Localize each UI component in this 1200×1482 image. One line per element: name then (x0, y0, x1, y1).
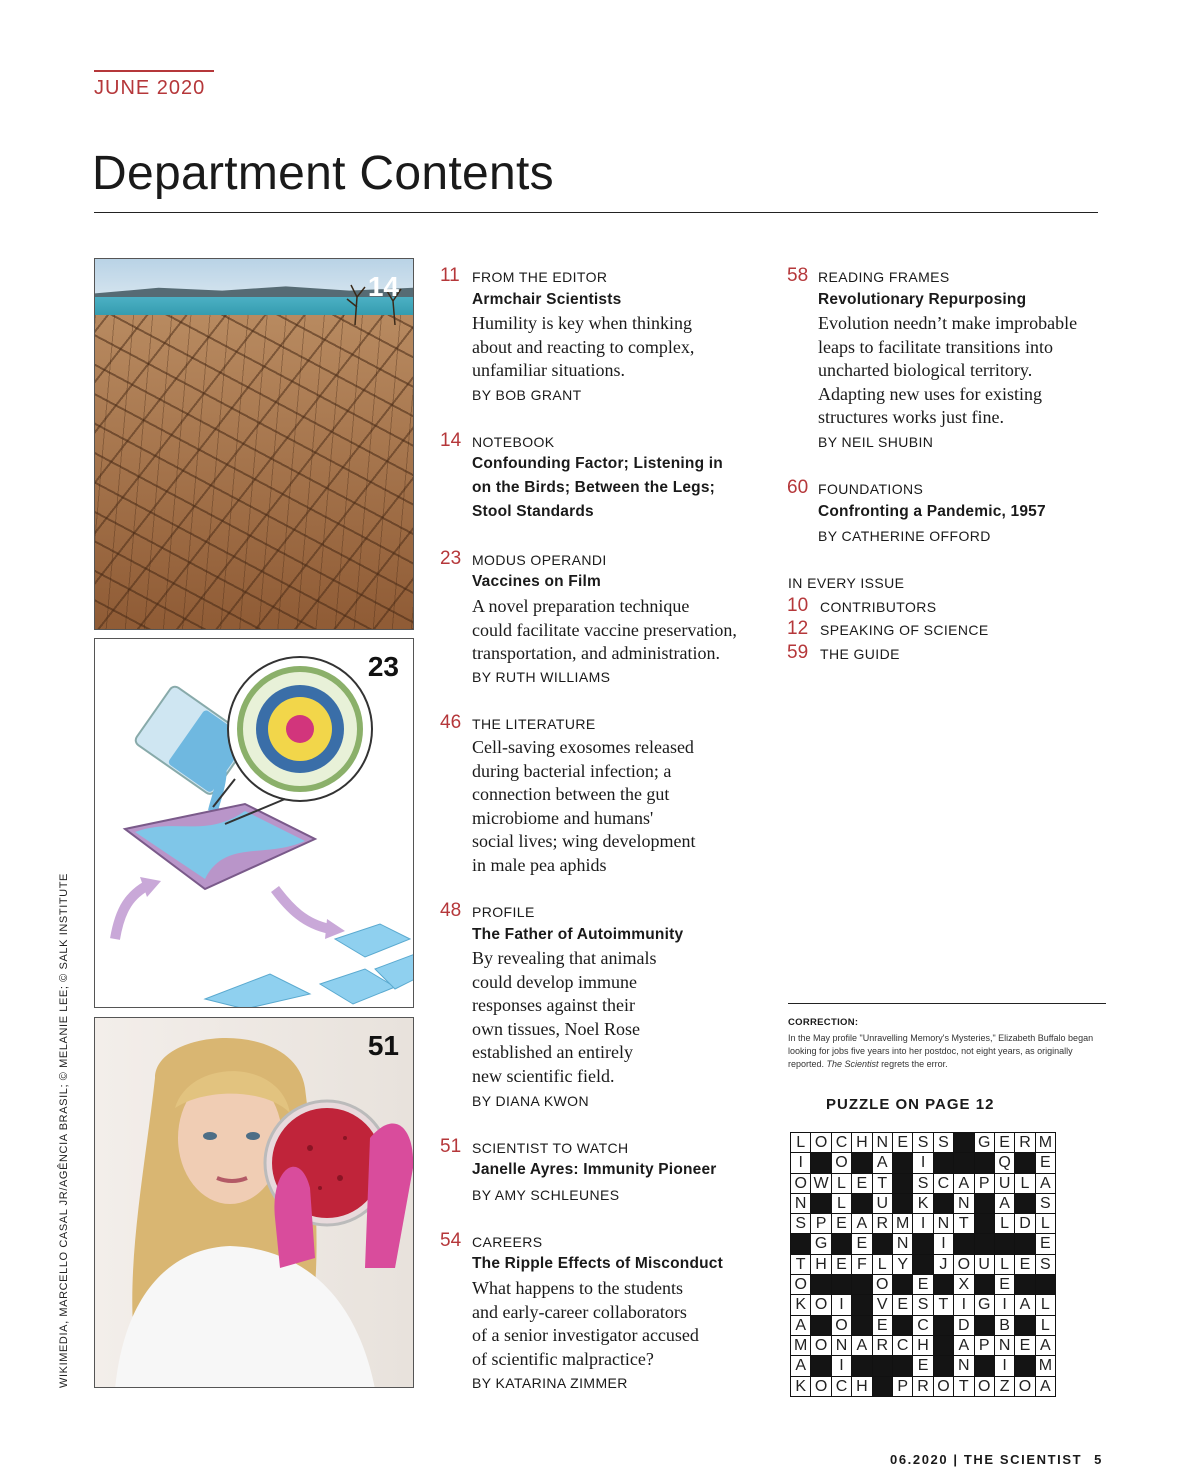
department-label: MODUS OPERANDI (472, 552, 607, 568)
article-headline[interactable]: Janelle Ayres: Immunity Pioneer (472, 1161, 717, 1178)
issue-date: JUNE 2020 (94, 77, 206, 99)
headline-line: on the Birds; Between the Legs; (472, 479, 716, 496)
article-headline[interactable]: The Ripple Effects of Misconduct (472, 1255, 723, 1272)
crossword-cell: O (811, 1377, 830, 1396)
crossword-cell: I (934, 1234, 953, 1253)
headline-line: Stool Standards (472, 503, 594, 520)
crossword-black-cell (1036, 1275, 1055, 1294)
crossword-cell: I (913, 1214, 932, 1233)
article-byline: BY DIANA KWON (472, 1093, 589, 1109)
crossword-black-cell (852, 1316, 871, 1335)
photo-page-number: 23 (367, 651, 399, 682)
article-byline: BY BOB GRANT (472, 387, 582, 403)
crossword-cell: E (1036, 1153, 1055, 1172)
crossword-cell: M (1036, 1133, 1055, 1152)
crossword-cell: E (852, 1234, 871, 1253)
crossword-black-cell (852, 1194, 871, 1213)
crossword-black-cell (975, 1234, 994, 1253)
correction-text-part: regrets the error. (878, 1059, 948, 1069)
page-footer (890, 1452, 1103, 1467)
crossword-cell: Q (995, 1153, 1014, 1172)
crossword-black-cell (811, 1275, 830, 1294)
department-label: THE LITERATURE (472, 716, 596, 732)
crossword-cell: T (954, 1377, 973, 1396)
crossword-cell: S (913, 1133, 932, 1152)
crossword-cell: V (873, 1295, 892, 1314)
page-number: 51 (440, 1136, 462, 1157)
correction-text (788, 1032, 1098, 1071)
crossword-cell: I (913, 1153, 932, 1172)
crossword-cell: R (873, 1336, 892, 1355)
crossword-black-cell (893, 1174, 912, 1193)
crossword-cell: N (954, 1356, 973, 1375)
crossword-cell: A (791, 1316, 810, 1335)
crossword-cell: G (975, 1133, 994, 1152)
correction-text-part: In the May profile "Unravelling Memory's Mysteries," Elizabeth Buffalo began looking for jobs five years into her postdoc, not eight years, as originally reported. (788, 1033, 1094, 1069)
article-byline: BY CATHERINE OFFORD (818, 528, 991, 544)
title-rule (94, 212, 1098, 213)
crossword-cell: N (954, 1194, 973, 1213)
scientist-portrait (95, 1018, 414, 1388)
article-deck (472, 947, 762, 1088)
cracked-mud (95, 315, 413, 630)
crossword-cell: X (954, 1275, 973, 1294)
crossword-black-cell (954, 1234, 973, 1253)
crossword-cell: N (934, 1214, 953, 1233)
crossword-cell: O (811, 1133, 830, 1152)
crossword-cell: S (934, 1133, 953, 1152)
crossword-cell: C (934, 1174, 953, 1193)
crossword-cell: R (913, 1377, 932, 1396)
page-number: 10 (787, 595, 809, 616)
deck-line: connection between the gut (472, 784, 670, 804)
deck-line: could facilitate vaccine preservation, (472, 619, 737, 640)
photo-page-number: 51 (367, 1030, 399, 1061)
crossword-cell: O (1015, 1377, 1034, 1396)
deck-line: in male pea aphids (472, 854, 607, 875)
crossword-cell: K (791, 1295, 810, 1314)
crossword-black-cell (852, 1275, 871, 1294)
crossword-cell: M (1036, 1356, 1055, 1375)
page-number: 48 (440, 900, 462, 921)
article-deck (472, 1277, 762, 1371)
page-number: 46 (440, 712, 462, 733)
deck-line: new scientific field. (472, 1065, 615, 1086)
crossword-cell: R (1015, 1133, 1034, 1152)
crossword-black-cell (852, 1356, 871, 1375)
deck-line: social lives; wing development (472, 831, 696, 851)
crossword-cell: S (1036, 1255, 1055, 1274)
crossword-black-cell (934, 1153, 953, 1172)
article-headline[interactable]: Confronting a Pandemic, 1957 (818, 503, 1046, 520)
page-number: 54 (440, 1230, 462, 1251)
crossword-cell: S (1036, 1194, 1055, 1213)
crossword-grid (790, 1132, 1056, 1397)
photo-page-number: 14 (367, 271, 399, 302)
crossword-black-cell (975, 1153, 994, 1172)
crossword-cell: O (975, 1377, 994, 1396)
crossword-black-cell (995, 1234, 1014, 1253)
crossword-black-cell (852, 1295, 871, 1314)
crossword-cell: A (873, 1153, 892, 1172)
department-label: READING FRAMES (818, 269, 950, 285)
crossword-black-cell (1015, 1316, 1034, 1335)
every-issue-item[interactable]: SPEAKING OF SCIENCE (820, 622, 989, 638)
crossword-cell: S (913, 1174, 932, 1193)
crossword-cell: A (1036, 1377, 1055, 1396)
crossword-cell: O (811, 1336, 830, 1355)
crossword-cell: G (811, 1234, 830, 1253)
crossword-cell: H (913, 1336, 932, 1355)
crossword-cell: R (873, 1214, 892, 1233)
crossword-cell: P (893, 1377, 912, 1396)
article-deck (472, 312, 762, 383)
article-headline[interactable]: The Father of Autoimmunity (472, 926, 684, 943)
crossword-cell: Y (893, 1255, 912, 1274)
crossword-cell: K (791, 1377, 810, 1396)
department-label: SCIENTIST TO WATCH (472, 1140, 629, 1156)
crossword-cell: O (954, 1255, 973, 1274)
crossword-black-cell (893, 1275, 912, 1294)
crossword-cell: I (954, 1295, 973, 1314)
crossword-cell: E (995, 1133, 1014, 1152)
crossword-black-cell (791, 1234, 810, 1253)
crossword-cell: E (852, 1174, 871, 1193)
crossword-cell: U (975, 1255, 994, 1274)
crossword-black-cell (873, 1377, 892, 1396)
crossword-black-cell (811, 1194, 830, 1213)
deck-line: A novel preparation technique (472, 596, 690, 616)
crossword-cell: I (791, 1153, 810, 1172)
crossword-black-cell (832, 1275, 851, 1294)
crossword-cell: E (1015, 1255, 1034, 1274)
deck-line: Cell-saving exosomes released (472, 737, 694, 757)
article-byline: BY NEIL SHUBIN (818, 434, 934, 450)
deck-line: uncharted biological territory. (818, 360, 1033, 380)
crossword-cell: L (791, 1133, 810, 1152)
crossword-cell: A (852, 1214, 871, 1233)
deck-line: Evolution needn’t make improbable (818, 313, 1078, 333)
crossword-cell: S (791, 1214, 810, 1233)
crossword-cell: L (1036, 1214, 1055, 1233)
crossword-cell: E (1036, 1234, 1055, 1253)
deck-line: Adapting new uses for existing (818, 383, 1042, 404)
crossword-cell: E (832, 1214, 851, 1233)
every-issue-label: IN EVERY ISSUE (788, 575, 905, 591)
scientist-photo (94, 1017, 414, 1388)
crossword-cell: A (954, 1336, 973, 1355)
page-number: 12 (787, 618, 809, 639)
article-headline[interactable]: Revolutionary Repurposing (818, 291, 1027, 308)
crossword-cell: E (832, 1255, 851, 1274)
page-number: 60 (787, 477, 809, 498)
crossword-cell: A (1036, 1336, 1055, 1355)
deck-line: established an entirely (472, 1042, 633, 1062)
crossword-cell: P (975, 1336, 994, 1355)
crossword-black-cell (934, 1356, 953, 1375)
crossword-cell: D (954, 1316, 973, 1335)
crossword-black-cell (832, 1234, 851, 1253)
article-deck[interactable] (472, 736, 762, 877)
crossword-black-cell (1015, 1194, 1034, 1213)
crossword-cell: O (832, 1316, 851, 1335)
crossword-black-cell (873, 1234, 892, 1253)
deck-line: responses against their (472, 995, 635, 1015)
deck-line: unfamiliar situations. (472, 360, 625, 380)
crossword-cell: H (852, 1133, 871, 1152)
crossword-cell: M (893, 1214, 912, 1233)
crossword-cell: F (852, 1255, 871, 1274)
crossword-black-cell (954, 1133, 973, 1152)
correction-title: CORRECTION: (788, 1017, 859, 1028)
crossword-cell: L (873, 1255, 892, 1274)
drought-photo (94, 258, 414, 630)
article-byline: BY KATARINA ZIMMER (472, 1375, 628, 1391)
crossword-black-cell (934, 1336, 953, 1355)
crossword-cell: U (995, 1174, 1014, 1193)
crossword-cell: U (873, 1194, 892, 1213)
article-headline[interactable] (472, 452, 723, 524)
crossword-black-cell (975, 1194, 994, 1213)
department-label: NOTEBOOK (472, 434, 555, 450)
crossword-cell: O (791, 1275, 810, 1294)
crossword-cell: C (913, 1316, 932, 1335)
crossword-cell: N (791, 1194, 810, 1213)
crossword-black-cell (893, 1194, 912, 1213)
every-issue-item[interactable]: THE GUIDE (820, 646, 900, 662)
crossword-cell: L (832, 1194, 851, 1213)
crossword-cell: A (1015, 1295, 1034, 1314)
crossword-black-cell (893, 1316, 912, 1335)
crossword-cell: I (995, 1356, 1014, 1375)
crossword-cell: T (791, 1255, 810, 1274)
crossword-cell: L (832, 1174, 851, 1193)
crossword-cell: A (852, 1336, 871, 1355)
crossword-cell: P (811, 1214, 830, 1233)
crossword-cell: A (791, 1356, 810, 1375)
page-number: 23 (440, 548, 462, 569)
crossword-black-cell (1015, 1275, 1034, 1294)
crossword-black-cell (934, 1275, 953, 1294)
crossword-black-cell (811, 1153, 830, 1172)
crossword-cell: O (791, 1174, 810, 1193)
crossword-black-cell (954, 1153, 973, 1172)
crossword-cell: E (913, 1356, 932, 1375)
photo-credit: WIKIMEDIA, MARCELLO CASAL JR/AGÊNCIA BRASIL; © MELANIE LEE; © SALK INSTITUTE (58, 873, 70, 1388)
crossword-cell: E (893, 1133, 912, 1152)
page-title: Department Contents (92, 147, 554, 200)
crossword-cell: N (893, 1234, 912, 1253)
page-number: 58 (787, 265, 809, 286)
crossword-cell: C (832, 1133, 851, 1152)
crossword-cell: O (934, 1377, 953, 1396)
crossword-black-cell (975, 1316, 994, 1335)
article-deck (472, 595, 772, 666)
deck-line: What happens to the students (472, 1278, 683, 1298)
crossword-cell: C (893, 1336, 912, 1355)
crossword-black-cell (1015, 1234, 1034, 1253)
crossword-black-cell (975, 1356, 994, 1375)
crossword-cell: L (1015, 1174, 1034, 1193)
page-number: 59 (787, 642, 809, 663)
article-headline[interactable]: Vaccines on Film (472, 573, 601, 590)
crossword-black-cell (913, 1255, 932, 1274)
article-byline: BY RUTH WILLIAMS (472, 669, 611, 685)
crossword-cell: D (1015, 1214, 1034, 1233)
deck-line: during bacterial infection; a (472, 760, 672, 781)
publication-name: The Scientist (826, 1059, 879, 1069)
article-headline[interactable]: Armchair Scientists (472, 291, 622, 308)
crossword-cell: A (954, 1174, 973, 1193)
correction-rule (788, 1003, 1106, 1004)
crossword-black-cell (934, 1194, 953, 1213)
article-byline: BY AMY SCHLEUNES (472, 1187, 620, 1203)
crossword-cell: I (832, 1356, 851, 1375)
crossword-cell: B (995, 1316, 1014, 1335)
crossword-black-cell (975, 1214, 994, 1233)
deck-line: structures works just fine. (818, 407, 1004, 427)
crossword-black-cell (934, 1316, 953, 1335)
crossword-cell: E (1015, 1336, 1034, 1355)
crossword-cell: E (913, 1275, 932, 1294)
every-issue-item[interactable]: CONTRIBUTORS (820, 599, 937, 615)
deck-line: transportation, and administration. (472, 643, 720, 663)
crossword-cell: O (811, 1295, 830, 1314)
crossword-black-cell (811, 1356, 830, 1375)
crossword-black-cell (893, 1153, 912, 1172)
crossword-black-cell (1015, 1356, 1034, 1375)
footer-text: 06.2020 | THE SCIENTIST (890, 1452, 1083, 1467)
crossword-cell: H (852, 1377, 871, 1396)
deck-line: and early-career collaborators (472, 1301, 687, 1322)
crossword-cell: I (995, 1295, 1014, 1314)
crossword-black-cell (811, 1316, 830, 1335)
crossword-cell: O (873, 1275, 892, 1294)
puzzle-title: PUZZLE ON PAGE 12 (826, 1096, 995, 1113)
department-label: FROM THE EDITOR (472, 269, 608, 285)
department-label: PROFILE (472, 904, 535, 920)
crossword-black-cell (852, 1153, 871, 1172)
crossword-cell: O (832, 1153, 851, 1172)
crossword-black-cell (1015, 1153, 1034, 1172)
deck-line: could develop immune (472, 971, 637, 992)
deck-line: By revealing that animals (472, 948, 657, 968)
crossword-cell: H (811, 1255, 830, 1274)
article-deck (818, 312, 1108, 430)
folio: 5 (1094, 1452, 1104, 1467)
department-label: CAREERS (472, 1234, 543, 1250)
crossword-black-cell (913, 1234, 932, 1253)
deck-line: of scientific malpractice? (472, 1348, 654, 1369)
crossword-cell: C (832, 1377, 851, 1396)
crossword-cell: L (995, 1214, 1014, 1233)
deck-line: of a senior investigator accused (472, 1325, 699, 1345)
crossword-cell: K (913, 1194, 932, 1213)
headline-line: Confounding Factor; Listening in (472, 455, 723, 472)
deck-line: microbiome and humans' (472, 807, 654, 828)
crossword-cell: N (832, 1336, 851, 1355)
crossword-cell: J (934, 1255, 953, 1274)
crossword-cell: Z (995, 1377, 1014, 1396)
page-number: 14 (440, 430, 462, 451)
crossword-cell: T (873, 1174, 892, 1193)
page-number: 11 (440, 265, 460, 286)
issue-rule (94, 70, 214, 72)
deck-line: leaps to facilitate transitions into (818, 336, 1053, 357)
crossword-black-cell (873, 1356, 892, 1375)
vaccine-film-illustration (94, 638, 414, 1008)
deck-line: Humility is key when thinking (472, 313, 692, 333)
crossword-cell: M (791, 1336, 810, 1355)
crossword-cell: P (975, 1174, 994, 1193)
crossword-cell: E (995, 1275, 1014, 1294)
crossword-cell: E (893, 1295, 912, 1314)
crossword-cell: W (811, 1174, 830, 1193)
crossword-cell: A (995, 1194, 1014, 1213)
crossword-cell: E (873, 1316, 892, 1335)
crossword-black-cell (975, 1275, 994, 1294)
crossword-black-cell (893, 1356, 912, 1375)
crossword-cell: L (1036, 1295, 1055, 1314)
crossword-cell: G (975, 1295, 994, 1314)
crossword-cell: S (913, 1295, 932, 1314)
deck-line: about and reacting to complex, (472, 336, 695, 357)
deck-line: own tissues, Noel Rose (472, 1018, 640, 1039)
crossword-cell: T (934, 1295, 953, 1314)
illustration-art (95, 639, 414, 1008)
crossword-cell: L (1036, 1316, 1055, 1335)
crossword-cell: N (873, 1133, 892, 1152)
crossword-cell: I (832, 1295, 851, 1314)
department-label: FOUNDATIONS (818, 481, 924, 497)
crossword-cell: N (995, 1336, 1014, 1355)
crossword-cell: L (995, 1255, 1014, 1274)
crossword-cell: A (1036, 1174, 1055, 1193)
crossword-cell: T (954, 1214, 973, 1233)
